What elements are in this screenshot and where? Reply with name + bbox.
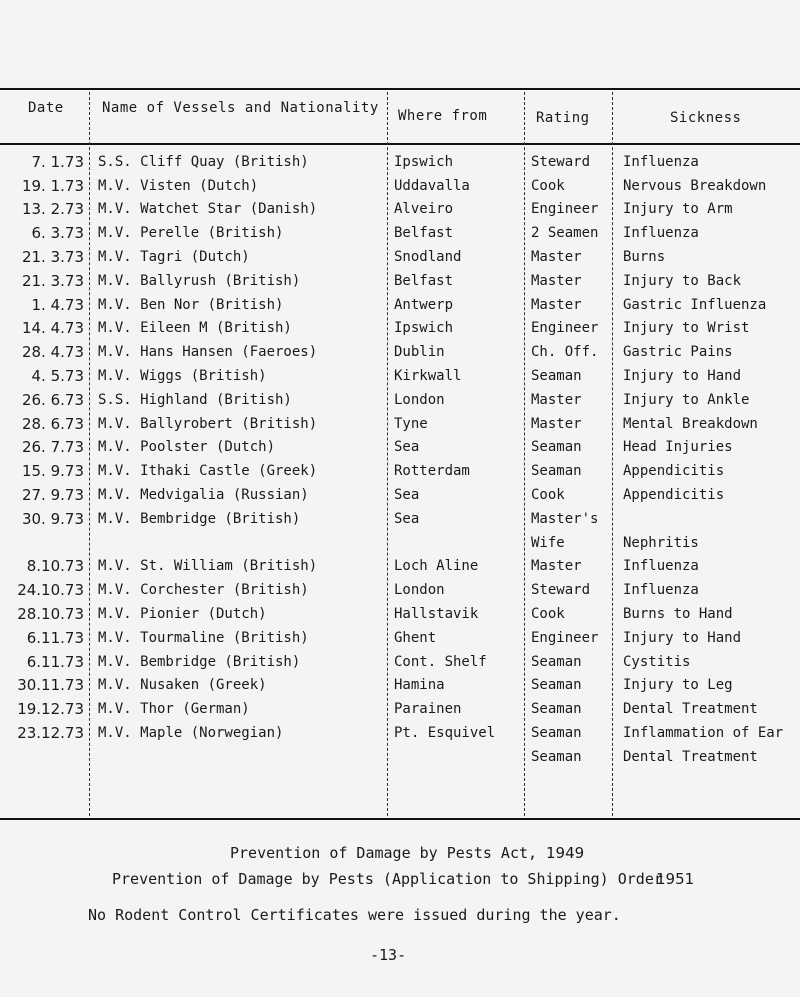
- cell-rating: Engineer: [531, 201, 599, 218]
- cell-vessel: M.V. Eileen M (British): [98, 320, 292, 337]
- table-row: [0, 650, 800, 674]
- table-row: [0, 602, 800, 626]
- cell-rating: Master: [531, 415, 582, 432]
- header-bottom-rule: [0, 143, 800, 145]
- cell-where-from: Ghent: [394, 629, 437, 646]
- table-row: [0, 721, 800, 745]
- cell-where-from: Tyne: [394, 415, 428, 432]
- cell-vessel: M.V. Medvigalia (Russian): [98, 487, 309, 504]
- cell-where-from: Cont. Shelf: [394, 653, 487, 670]
- cell-where-from: London: [394, 582, 445, 599]
- order-title: Prevention of Damage by Pests (Application to Shipping) Order: [112, 870, 663, 888]
- cell-vessel: S.S. Highland (British): [98, 391, 292, 408]
- rodent-note: No Rodent Control Certificates were issued during the year.: [88, 906, 621, 924]
- cell-rating: Seaman: [531, 677, 582, 694]
- cell-sickness: Burns to Hand: [623, 606, 733, 623]
- cell-date: 1. 4.73: [31, 295, 84, 314]
- cell-where-from: Uddavalla: [394, 177, 470, 194]
- cell-rating: Seaman: [531, 701, 582, 718]
- header-rating: Rating: [536, 110, 590, 126]
- cell-vessel: M.V. Ben Nor (British): [98, 296, 284, 313]
- table-row: [0, 674, 800, 698]
- table-row: [0, 317, 800, 341]
- cell-vessel: M.V. Poolster (Dutch): [98, 439, 276, 456]
- cell-date: 6.11.73: [26, 628, 84, 647]
- table-row: [0, 507, 800, 531]
- cell-date: 21. 3.73: [21, 248, 84, 267]
- cell-vessel: [90, 745, 388, 769]
- cell-date: 6.11.73: [26, 652, 84, 671]
- cell-vessel: M.V. Ithaki Castle (Greek): [98, 463, 318, 480]
- cell-sickness: Dental Treatment: [623, 701, 758, 718]
- cell-sickness: Injury to Hand: [623, 368, 742, 385]
- cell-date: 21. 3.73: [21, 271, 84, 290]
- table-row: [0, 459, 800, 483]
- cell-rating: Engineer: [531, 629, 599, 646]
- cell-sickness: Cystitis: [623, 653, 691, 670]
- table-row: [0, 340, 800, 364]
- cell-sickness: Injury to Leg: [623, 677, 733, 694]
- cell-where-from: Antwerp: [394, 296, 454, 313]
- cell-rating: 2 Seamen: [531, 225, 599, 242]
- cell-vessel: M.V. Wiggs (British): [98, 368, 267, 385]
- table-row: [0, 150, 800, 174]
- table-bottom-rule: [0, 818, 800, 820]
- cell-where-from: Ipswich: [394, 320, 454, 337]
- cell-sickness: Injury to Wrist: [623, 320, 750, 337]
- cell-date: 19. 1.73: [21, 176, 84, 195]
- cell-date: 30.11.73: [17, 676, 84, 695]
- cell-where-from: Belfast: [394, 272, 454, 289]
- cell-rating: Seaman: [531, 463, 582, 480]
- cell-vessel: M.V. Bembridge (British): [98, 653, 301, 670]
- table-row: [0, 293, 800, 317]
- cell-where-from: Kirkwall: [394, 368, 462, 385]
- cell-date: [0, 745, 90, 769]
- cell-vessel: M.V. Ballyrobert (British): [98, 415, 318, 432]
- table-row: [0, 745, 800, 769]
- cell-sickness: Injury to Hand: [623, 629, 742, 646]
- cell-sickness: Dental Treatment: [623, 748, 758, 765]
- cell-date: [0, 531, 90, 555]
- cell-date: 27. 9.73: [21, 486, 84, 505]
- cell-date: 13. 2.73: [21, 200, 84, 219]
- table-row: [0, 436, 800, 460]
- cell-rating: Cook: [531, 177, 565, 194]
- cell-rating: Wife: [531, 534, 565, 551]
- cell-rating: Seaman: [531, 725, 582, 742]
- cell-sickness: Injury to Arm: [623, 201, 733, 218]
- cell-rating: Cook: [531, 606, 565, 623]
- cell-vessel: M.V. Watchet Star (Danish): [98, 201, 318, 218]
- cell-where-from: Alveiro: [394, 201, 454, 218]
- table-row: [0, 388, 800, 412]
- header-date: Date: [28, 100, 64, 116]
- cell-vessel: M.V. Perelle (British): [98, 225, 284, 242]
- cell-sickness: Gastric Influenza: [623, 296, 767, 313]
- table-row: [0, 174, 800, 198]
- cell-date: 7. 1.73: [31, 152, 84, 171]
- cell-rating: Seaman: [531, 653, 582, 670]
- table-row: [0, 626, 800, 650]
- cell-rating: Seaman: [531, 368, 582, 385]
- cell-vessel: M.V. Ballyrush (British): [98, 272, 301, 289]
- cell-where-from: [388, 531, 525, 555]
- cell-where-from: Rotterdam: [394, 463, 470, 480]
- cell-vessel: M.V. Thor (German): [98, 701, 250, 718]
- header-sickness: Sickness: [670, 110, 742, 126]
- table-row: [0, 555, 800, 579]
- cell-rating: Seaman: [531, 748, 582, 765]
- cell-where-from: London: [394, 391, 445, 408]
- cell-where-from: Pt. Esquivel: [394, 725, 496, 742]
- table-row: [0, 364, 800, 388]
- cell-vessel: M.V. Hans Hansen (Faeroes): [98, 344, 318, 361]
- cell-sickness: Influenza: [623, 225, 699, 242]
- cell-rating: Steward: [531, 582, 591, 599]
- cell-rating: Master: [531, 249, 582, 266]
- cell-sickness: Inflammation of Ear: [623, 725, 784, 742]
- table-row: [0, 269, 800, 293]
- cell-date: 28. 6.73: [21, 414, 84, 433]
- cell-rating: Steward: [531, 153, 591, 170]
- cell-sickness: Gastric Pains: [623, 344, 733, 361]
- cell-date: 24.10.73: [17, 581, 84, 600]
- cell-vessel: M.V. Corchester (British): [98, 582, 309, 599]
- table-row: [0, 483, 800, 507]
- cell-vessel: M.V. Nusaken (Greek): [98, 677, 267, 694]
- cell-where-from: Sea: [394, 510, 420, 527]
- cell-where-from: Loch Aline: [394, 558, 479, 575]
- cell-where-from: Ipswich: [394, 153, 454, 170]
- cell-where-from: Belfast: [394, 225, 454, 242]
- cell-date: 4. 5.73: [31, 367, 84, 386]
- cell-rating: Ch. Off.: [531, 344, 599, 361]
- cell-vessel: M.V. Tourmaline (British): [98, 629, 309, 646]
- act-year: 1949: [546, 844, 585, 862]
- cell-sickness: Nephritis: [623, 534, 699, 551]
- table-row: [0, 221, 800, 245]
- cell-vessel: M.V. Tagri (Dutch): [98, 249, 250, 266]
- table-row: [0, 198, 800, 222]
- page-number: -13-: [370, 946, 407, 964]
- cell-sickness: Injury to Ankle: [623, 391, 750, 408]
- cell-sickness: Appendicitis: [623, 463, 725, 480]
- cell-sickness: [613, 507, 800, 531]
- cell-rating: Master: [531, 391, 582, 408]
- cell-sickness: Influenza: [623, 582, 699, 599]
- cell-date: 23.12.73: [17, 724, 84, 743]
- cell-date: 15. 9.73: [21, 462, 84, 481]
- cell-date: 14. 4.73: [21, 319, 84, 338]
- cell-rating: Master: [531, 296, 582, 313]
- table-row: [0, 245, 800, 269]
- cell-where-from: [388, 745, 525, 769]
- cell-where-from: Dublin: [394, 344, 445, 361]
- cell-vessel: M.V. Pionier (Dutch): [98, 606, 267, 623]
- cell-vessel: M.V. Bembridge (British): [98, 510, 301, 527]
- cell-vessel: M.V. St. William (British): [98, 558, 318, 575]
- cell-sickness: Appendicitis: [623, 487, 725, 504]
- cell-vessel: M.V. Visten (Dutch): [98, 177, 259, 194]
- cell-rating: Master: [531, 558, 582, 575]
- cell-rating: Master: [531, 272, 582, 289]
- cell-date: 26. 7.73: [21, 438, 84, 457]
- cell-where-from: Sea: [394, 439, 420, 456]
- cell-rating: Master's: [531, 510, 599, 527]
- header-where-from: Where from: [398, 108, 488, 124]
- table-top-rule: [0, 88, 800, 90]
- cell-date: 8.10.73: [26, 557, 84, 576]
- cell-vessel: M.V. Maple (Norwegian): [98, 725, 284, 742]
- cell-sickness: Nervous Breakdown: [623, 177, 767, 194]
- cell-sickness: Injury to Back: [623, 272, 742, 289]
- cell-where-from: Sea: [394, 487, 420, 504]
- table-row: [0, 578, 800, 602]
- cell-where-from: Parainen: [394, 701, 462, 718]
- cell-where-from: Hamina: [394, 677, 445, 694]
- cell-where-from: Snodland: [394, 249, 462, 266]
- cell-rating: Seaman: [531, 439, 582, 456]
- order-year: 1951: [656, 870, 695, 888]
- cell-sickness: Burns: [623, 249, 666, 266]
- header-vessel: Name of Vessels and Nationality: [102, 100, 379, 116]
- cell-where-from: Hallstavik: [394, 606, 479, 623]
- cell-sickness: Influenza: [623, 153, 699, 170]
- cell-date: 28.10.73: [17, 605, 84, 624]
- sickness-log-table: [0, 150, 800, 769]
- cell-vessel: [90, 531, 388, 555]
- cell-rating: Cook: [531, 487, 565, 504]
- cell-date: 6. 3.73: [31, 224, 84, 243]
- cell-sickness: Mental Breakdown: [623, 415, 758, 432]
- cell-sickness: Influenza: [623, 558, 699, 575]
- cell-date: 26. 6.73: [21, 390, 84, 409]
- cell-date: 28. 4.73: [21, 343, 84, 362]
- cell-rating: Engineer: [531, 320, 599, 337]
- table-row: [0, 412, 800, 436]
- table-row: [0, 531, 800, 555]
- act-title: Prevention of Damage by Pests Act,: [230, 844, 538, 862]
- cell-vessel: S.S. Cliff Quay (British): [98, 153, 309, 170]
- cell-date: 19.12.73: [17, 700, 84, 719]
- cell-date: 30. 9.73: [21, 509, 84, 528]
- cell-sickness: Head Injuries: [623, 439, 733, 456]
- table-row: [0, 697, 800, 721]
